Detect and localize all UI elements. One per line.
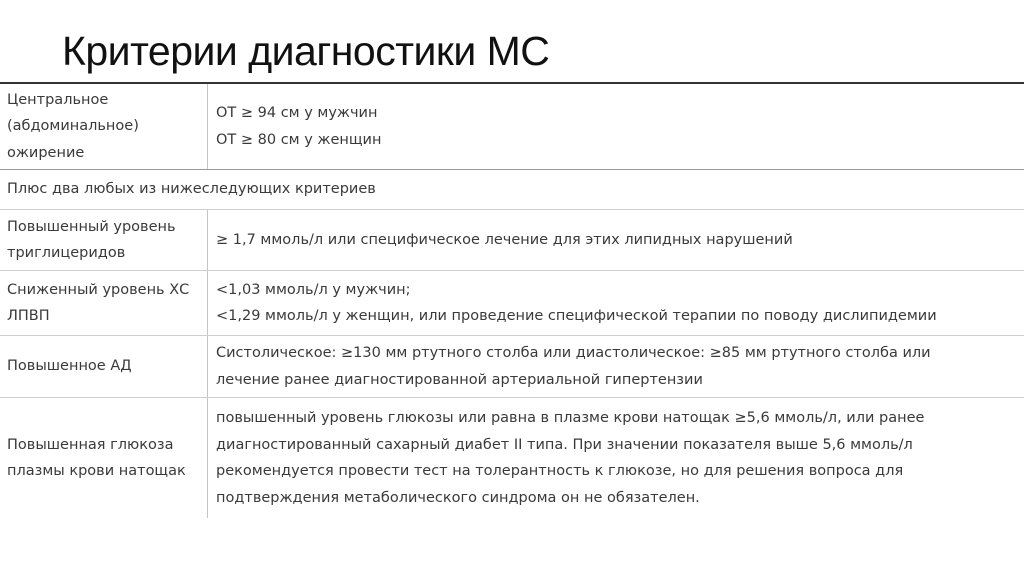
criterion-cell (0, 271, 208, 335)
table-row (0, 336, 1024, 398)
value-cell (208, 336, 1024, 397)
table-row (0, 84, 1024, 170)
value-line: ≥ 1,7 ммоль/л или специфическое лечение для этих липидных нарушений (216, 231, 793, 248)
value-line: лечение ранее диагностированной артериальной гипертензии (216, 371, 703, 388)
value-line: ОТ ≥ 80 см у женщин (216, 131, 382, 148)
criterion-line: Повышенный уровень (7, 218, 176, 235)
value-line: подтверждения метаболического синдрома он не обязателен. (216, 489, 700, 506)
criterion-line: Повышенная глюкоза (7, 436, 174, 453)
value-line: Систолическое: ≥130 мм ртутного столба или диастолическое: ≥85 мм ртутного столба или (216, 345, 931, 361)
criterion-cell (0, 210, 208, 270)
value-line: рекомендуется провести тест на толерантность к глюкозе, но для решения вопроса для (216, 463, 904, 479)
value-cell (208, 271, 1024, 335)
criterion-line: Сниженный уровень ХС (7, 281, 190, 298)
criterion-line: триглицеридов (7, 245, 126, 261)
criterion-line: ЛПВП (7, 308, 50, 324)
table-row (0, 170, 1024, 210)
slide-title: Критерии диагностики МС (62, 28, 550, 74)
value-cell (208, 84, 1024, 169)
criterion-line: (абдоминальное) (7, 118, 139, 135)
value-line: диагностированный сахарный диабет II типа. При значении показателя выше 5,6 ммоль/л (216, 436, 913, 453)
criterion-line: плазмы крови натощак (7, 463, 186, 479)
criterion-cell (0, 398, 208, 518)
table-row (0, 398, 1024, 518)
value-cell (208, 210, 1024, 270)
value-line: ОТ ≥ 94 см у мужчин (216, 105, 378, 121)
value-line: <1,29 ммоль/л у женщин, или проведение специфической терапии по поводу дислипидемии (216, 308, 937, 324)
criterion-line: Центральное (7, 91, 109, 108)
section-note: Плюс два любых из нижеследующих критериев (7, 181, 376, 198)
criteria-table (0, 84, 1024, 518)
value-cell (208, 398, 1024, 518)
table-row (0, 210, 1024, 271)
criterion-cell (0, 336, 208, 397)
value-line: <1,03 ммоль/л у мужчин; (216, 281, 411, 298)
criterion-cell (0, 84, 208, 169)
criterion-line: Повышенное АД (7, 358, 132, 375)
table-row (0, 271, 1024, 336)
criterion-line: ожирение (7, 144, 85, 161)
value-line: повышенный уровень глюкозы или равна в плазме крови натощак ≥5,6 ммоль/л, или ранее (216, 410, 925, 426)
